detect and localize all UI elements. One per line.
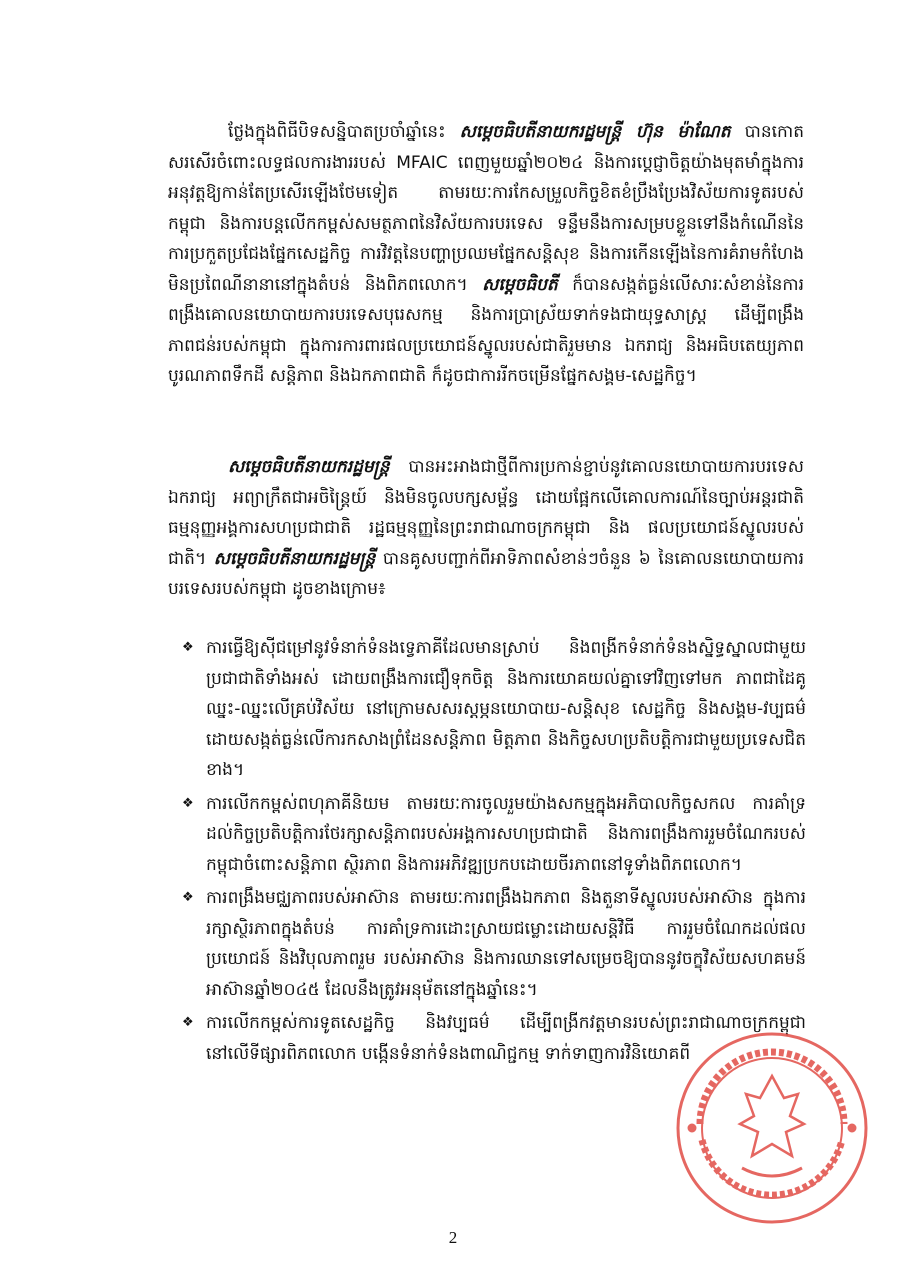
list-item: [182, 633, 806, 786]
list-item: [182, 789, 806, 881]
prime-minister-name: សម្តេចធិបតីនាយករដ្ឋមន្ត្រី ហ៊ុន ម៉ាណែត: [459, 122, 731, 142]
paragraph-1-intro: ថ្លែងក្នុងពិធីបិទសន្និបាតប្រចាំឆ្នាំនេះ: [228, 122, 460, 142]
official-seal-stamp: [672, 1028, 872, 1228]
list-item-text: ការពង្រឹងមជ្ឈភាពរបស់អាស៊ាន តាមរយៈការពង្រឹងឯកភាព និងតួនាទីស្នូលរបស់អាស៊ាន ក្នុងការរក្សាស្ថិរភាពក្នុងតំបន់ ការគាំទ្រការដោះស្រាយជម្លោះដោយសន្តិវិធី ការរួមចំណែកដល់ផលប្រយោជន៍ និងវិបុលភាពរួម របស់អាស៊ាន និងការឈានទៅសម្រេចឱ្យបាននូវចក្ខុវិស័យសហគមន៍អាស៊ានឆ្នាំ២០៤៥ ដែលនឹងត្រូវអនុម័តនៅក្នុងឆ្នាំនេះ។: [206, 888, 806, 1000]
list-item: [182, 883, 806, 1005]
paragraph-1-conclusion: ក៏បានសង្កត់ធ្ងន់លើសារៈសំខាន់នៃការពង្រឹងគោលនយោបាយការបរទេសបុរេសកម្ម និងការប្រាស្រ័យទាក់ទងជាយុទ្ធសាស្ត្រ ដើម្បីពង្រឹងភាពជន់របស់កម្ពុជា ក្នុងការការពារផលប្រយោជន៍ស្នូលរបស់ជាតិរួមមាន ឯករាជ្យ និងអធិបតេយ្យភាព បូរណភាពទឹកដី សន្តិភាព និងឯកភាពជាតិ ក៏ដូចជាការរីកចម្រើនផ្នែកសង្គម-សេដ្ឋកិច្ច។: [168, 274, 804, 386]
prime-minister-title: សម្តេចធិបតីនាយករដ្ឋមន្ត្រី: [213, 548, 376, 569]
bullet-diamond-icon: ❖: [182, 795, 194, 811]
list-item-text: ការលើកកម្ពស់ពហុភាគីនិយម តាមរយៈការចូលរួមយ៉ាងសកម្មក្នុងអភិបាលកិច្ចសកល ការគាំទ្រដល់កិច្ចប្រតិបត្តិការថែរក្សាសន្តិភាពរបស់អង្គការសហប្រជាជាតិ និងការពង្រឹងការរួមចំណែករបស់កម្ពុជាចំពោះសន្តិភាព ស្ថិរភាព និងការអភិវឌ្ឍប្រកបដោយចីរភាពនៅទូទាំងពិភពលោក។: [206, 793, 806, 875]
seal-graphic: [678, 1034, 866, 1222]
page-number: 2: [448, 1228, 458, 1247]
paragraph-1: [168, 117, 804, 392]
list-item-text: ការធ្វើឱ្យស៊ីជម្រៅនូវទំនាក់ទំនងទ្វេភាគីដែលមានស្រាប់ និងពង្រីកទំនាក់ទំនងស្និទ្ធស្នាលជាមួយប្រជាជាតិទាំងអស់ ដោយពង្រឹងការជឿទុកចិត្ត និងការយោគយល់គ្នាទៅវិញទៅមក ភាពជាដៃគូឈ្នះ-ឈ្នះលើគ្រប់វិស័យ នៅក្រោមសសរស្តម្ភនយោបាយ-សន្តិសុខ សេដ្ឋកិច្ច និងសង្គម-វប្បធម៌ ដោយសង្កត់ធ្ងន់លើការកសាងព្រំដែនសន្តិភាព មិត្តភាព និងកិច្ចសហប្រតិបត្តិការជាមួយប្រទេសជិតខាង។: [206, 638, 806, 780]
paragraph-2-conclusion: បានគូសបញ្ជាក់ពីអាទិភាពសំខាន់ៗចំនួន ៦ នៃគោលនយោបាយការបរទេសរបស់កម្ពុជា ដូចខាងក្រោម៖: [168, 548, 805, 599]
paragraph-1-body: បានកោតសរសើរចំពោះលទ្ធផលការងាររបស់ MFAIC ពេញមួយឆ្នាំ២០២៤ និងការប្តេជ្ញាចិត្តយ៉ាងមុតមាំក្នុងការអនុវត្តឱ្យកាន់តែប្រសើរឡើងថែមទៀត តាមរយៈការកែសម្រួលកិច្ចខិតខំប្រឹងប្រែងវិស័យការទូតរបស់កម្ពុជា និងការបន្តលើកកម្ពស់សមត្ថភាពនៃវិស័យការបរទេស ទន្ទឹមនឹងការសម្របខ្លួនទៅនឹងកំណើននៃការប្រកួតប្រជែងផ្នែកសេដ្ឋកិច្ច ការវិវត្តនៃបញ្ហាប្រឈមផ្នែកសន្តិសុខ និងការកើនឡើងនៃការគំរាមកំហែងមិនប្រពៃណីនានានៅក្នុងតំបន់ និងពិភពលោក។: [168, 122, 804, 295]
paragraph-2-body: បានអះអាងជាថ្មីពីការប្រកាន់ខ្ជាប់នូវគោលនយោបាយការបរទេសឯករាជ្យ អព្យាក្រឹតជាអចិន្ត្រៃយ៍ និងមិនចូលបក្សសម្ព័ន្ធ ដោយផ្អែកលើគោលការណ៍នៃច្បាប់អន្តរជាតិ ធម្មនុញ្ញអង្គការសហប្រជាជាតិ រដ្ឋធម្មនុញ្ញនៃព្រះរាជាណាចក្រកម្ពុជា និង ផលប្រយោជន៍ស្នូលរបស់ជាតិ។: [168, 457, 804, 569]
prime-minister-title: សម្តេចធិបតី: [482, 274, 558, 295]
list-item-text: ការលើកកម្ពស់ការទូតសេដ្ឋកិច្ច និងវប្បធម៌ ដើម្បីពង្រីកវត្តមានរបស់ព្រះរាជាណាចក្រកម្ពុជានៅលើទីផ្សារពិភពលោក បង្កើនទំនាក់ទំនងពាណិជ្ជកម្ម ទាក់ទាញការវិនិយោគពី: [206, 1013, 806, 1064]
bullet-diamond-icon: ❖: [182, 1015, 194, 1030]
bullet-diamond-icon: ❖: [182, 640, 194, 655]
priority-list: [182, 633, 806, 1072]
bullet-diamond-icon: ❖: [182, 890, 194, 905]
paragraph-2: [168, 452, 804, 605]
prime-minister-title: សម្តេចធិបតីនាយករដ្ឋមន្ត្រី: [228, 457, 390, 477]
